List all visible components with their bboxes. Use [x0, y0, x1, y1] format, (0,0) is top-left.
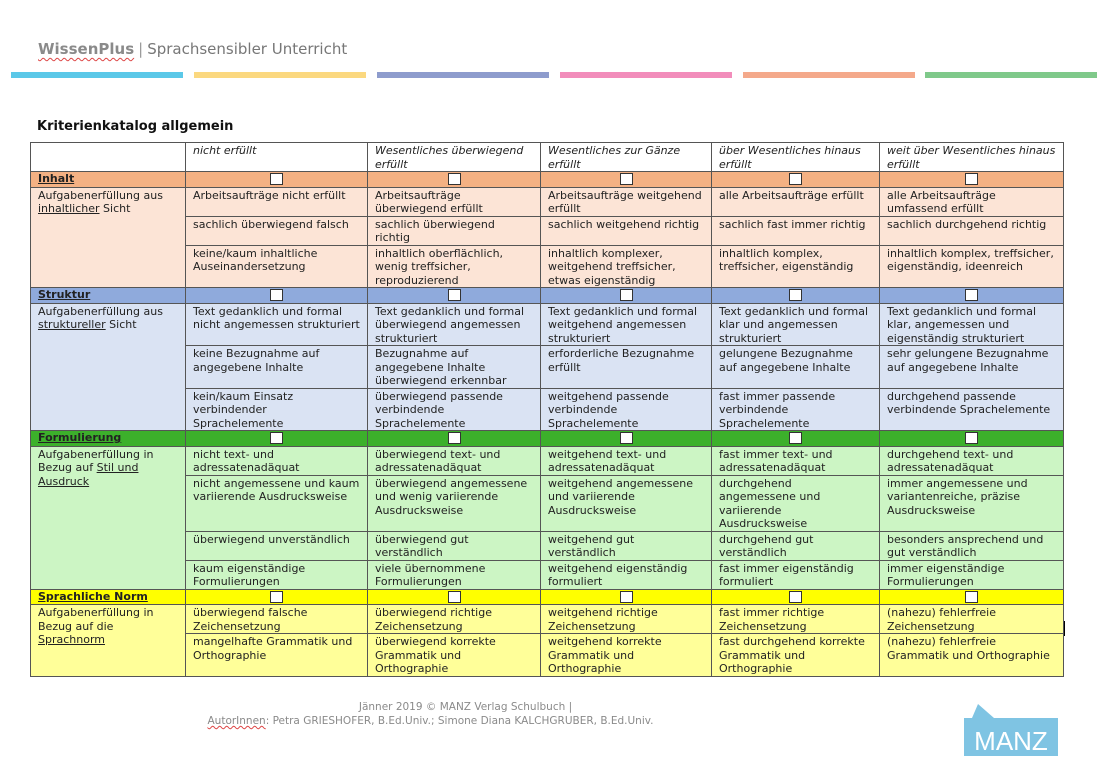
rating-checkbox[interactable]: [448, 173, 461, 185]
stripe-6: [925, 72, 1097, 78]
rating-checkbox-cell: [712, 288, 880, 304]
rating-checkbox-cell: [880, 172, 1064, 188]
table-row: [31, 560, 1064, 589]
aspect-text-end: Sicht: [99, 202, 131, 215]
criterion-cell: Text gedanklich und formal überwiegend angemessen strukturiert: [368, 303, 541, 346]
brand-subtitle: Sprachsensibler Unterricht: [147, 40, 348, 58]
brand-separator: |: [138, 40, 144, 58]
criterion-cell: durchgehend text- und adressatenadäquat: [880, 446, 1064, 475]
rating-checkbox-cell: [368, 172, 541, 188]
rating-checkbox[interactable]: [448, 289, 461, 301]
criterion-cell: überwiegend gut verständlich: [368, 531, 541, 560]
rating-checkbox-cell: [541, 589, 712, 605]
rating-checkbox-cell: [712, 589, 880, 605]
footer-date-publisher: Jänner 2019 © MANZ Verlag Schulbuch |: [358, 701, 573, 713]
aspect-cell: [31, 605, 186, 677]
rating-checkbox[interactable]: [270, 432, 283, 444]
rating-checkbox-cell: [368, 431, 541, 447]
aspect-text: Aufgabenerfüllung aus: [38, 304, 163, 318]
section-label: Sprachliche Norm: [31, 589, 186, 605]
criterion-cell: weitgehend angemessene und variierende Ausdrucksweise: [541, 475, 712, 531]
criterion-cell: gelungene Bezugnahme auf angegebene Inhalte: [712, 346, 880, 389]
stripe-5: [743, 72, 915, 78]
stripe-1: [11, 72, 183, 78]
rating-checkbox-cell: [186, 172, 368, 188]
criterion-cell: überwiegend passende verbindende Sprachelemente: [368, 388, 541, 431]
rating-checkbox[interactable]: [270, 289, 283, 301]
criterion-cell: alle Arbeitsaufträge erfüllt: [712, 187, 880, 216]
aspect-text: Aufgabenerfüllung in Bezug auf die: [38, 606, 154, 633]
aspect-text-end: Sicht: [105, 318, 137, 331]
criterion-cell: weitgehend passende verbindende Sprachelemente: [541, 388, 712, 431]
section-band-norm: [31, 589, 1064, 605]
rating-checkbox-cell: [186, 431, 368, 447]
rating-checkbox-cell: [880, 431, 1064, 447]
criterion-cell: Text gedanklich und formal klar, angemessen und eigenständig strukturiert: [880, 303, 1064, 346]
criterion-cell: nicht angemessene und kaum variierende Ausdrucksweise: [186, 475, 368, 531]
rating-checkbox-cell: [541, 431, 712, 447]
stripe-3: [377, 72, 549, 78]
criterion-cell: inhaltlich oberflächlich, wenig treffsicher, reproduzierend: [368, 245, 541, 288]
rating-checkbox-cell: [186, 288, 368, 304]
criterion-cell: kein/kaum Einsatz verbindender Sprachelemente: [186, 388, 368, 431]
criterion-cell: weitgehend eigenständig formuliert: [541, 560, 712, 589]
criterion-cell: weitgehend text- und adressatenadäquat: [541, 446, 712, 475]
criterion-cell: Bezugnahme auf angegebene Inhalte überwiegend erkennbar: [368, 346, 541, 389]
criterion-cell: (nahezu) fehlerfreie Zeichensetzung: [880, 605, 1064, 634]
logo-text: MANZ: [974, 726, 1048, 756]
criterion-cell: keine Bezugnahme auf angegebene Inhalte: [186, 346, 368, 389]
table-row: [31, 216, 1064, 245]
criterion-cell: fast immer richtige Zeichensetzung: [712, 605, 880, 634]
rating-checkbox[interactable]: [620, 591, 633, 603]
criterion-cell: Arbeitsaufträge weitgehend erfüllt: [541, 187, 712, 216]
rating-checkbox-cell: [880, 288, 1064, 304]
rating-checkbox[interactable]: [965, 289, 978, 301]
criterion-cell: kaum eigenständige Formulierungen: [186, 560, 368, 589]
rating-checkbox[interactable]: [270, 173, 283, 185]
table-row: [31, 245, 1064, 288]
criterion-cell: Text gedanklich und formal klar und angemessen strukturiert: [712, 303, 880, 346]
footer-authors-label: AutorInnen: [207, 715, 266, 727]
column-header: über Wesentliches hinaus erfüllt: [712, 143, 880, 172]
criterion-cell: Text gedanklich und formal nicht angemessen strukturiert: [186, 303, 368, 346]
rating-checkbox-cell: [541, 288, 712, 304]
rating-checkbox-cell: [186, 589, 368, 605]
section-label: Formulierung: [31, 431, 186, 447]
rating-checkbox[interactable]: [789, 591, 802, 603]
section-label: Struktur: [31, 288, 186, 304]
aspect-keyword: struktureller: [38, 318, 106, 331]
column-header: weit über Wesentliches hinaus erfüllt: [880, 143, 1064, 172]
criterion-cell: überwiegend korrekte Grammatik und Orthographie: [368, 634, 541, 677]
footer-authors-names: : Petra GRIESHOFER, B.Ed.Univ.; Simone Diana KALCHGRUBER, B.Ed.Univ.: [265, 715, 654, 727]
criterion-cell: weitgehend gut verständlich: [541, 531, 712, 560]
rating-checkbox[interactable]: [965, 173, 978, 185]
rating-checkbox-cell: [541, 172, 712, 188]
column-header: Wesentliches überwiegend erfüllt: [368, 143, 541, 172]
criterion-cell: durchgehend gut verständlich: [712, 531, 880, 560]
color-stripes: [11, 72, 1097, 78]
criterion-cell: alle Arbeitsaufträge umfassend erfüllt: [880, 187, 1064, 216]
criterion-cell: sachlich fast immer richtig: [712, 216, 880, 245]
rating-checkbox-cell: [368, 288, 541, 304]
column-header: nicht erfüllt: [186, 143, 368, 172]
aspect-cell: [31, 446, 186, 589]
criterion-cell: sachlich überwiegend richtig: [368, 216, 541, 245]
table-row: [31, 303, 1064, 346]
criterion-cell: fast immer text- und adressatenadäquat: [712, 446, 880, 475]
document-title: Kriterienkatalog allgemein: [37, 119, 234, 134]
brand-name: WissenPlus: [38, 40, 135, 58]
aspect-cell: [31, 187, 186, 288]
criterion-cell: weitgehend korrekte Grammatik und Orthographie: [541, 634, 712, 677]
criterion-cell: keine/kaum inhaltliche Auseinandersetzung: [186, 245, 368, 288]
rating-checkbox-cell: [712, 431, 880, 447]
rating-checkbox[interactable]: [448, 432, 461, 444]
table-header-row: [31, 143, 1064, 172]
table-row: [31, 634, 1064, 677]
rating-checkbox[interactable]: [789, 173, 802, 185]
criterion-cell: sehr gelungene Bezugnahme auf angegebene Inhalte: [880, 346, 1064, 389]
rating-checkbox[interactable]: [620, 432, 633, 444]
table-row: [31, 475, 1064, 531]
rating-checkbox[interactable]: [270, 591, 283, 603]
criterion-cell: mangelhafte Grammatik und Orthographie: [186, 634, 368, 677]
section-band-inhalt: [31, 172, 1064, 188]
aspect-keyword: Stil und Ausdruck: [38, 461, 139, 488]
criterion-cell: sachlich durchgehend richtig: [880, 216, 1064, 245]
criterion-cell: fast immer eigenständig formuliert: [712, 560, 880, 589]
stripe-4: [560, 72, 732, 78]
footer-authors: [0, 715, 981, 727]
criterion-cell: erforderliche Bezugnahme erfüllt: [541, 346, 712, 389]
criterion-cell: überwiegend richtige Zeichensetzung: [368, 605, 541, 634]
criterion-cell: weitgehend richtige Zeichensetzung: [541, 605, 712, 634]
aspect-text: Aufgabenerfüllung aus: [38, 188, 163, 202]
header-brand: [38, 40, 347, 58]
section-band-struktur: [31, 288, 1064, 304]
criterion-cell: überwiegend falsche Zeichensetzung: [186, 605, 368, 634]
criterion-cell: immer angemessene und variantenreiche, präzise Ausdrucksweise: [880, 475, 1064, 531]
rating-checkbox-cell: [368, 589, 541, 605]
aspect-cell: [31, 303, 186, 431]
text-cursor: [1064, 621, 1065, 636]
criterion-cell: (nahezu) fehlerfreie Grammatik und Orthographie: [880, 634, 1064, 677]
rating-checkbox-cell: [712, 172, 880, 188]
criterion-cell: überwiegend unverständlich: [186, 531, 368, 560]
section-band-form: [31, 431, 1064, 447]
manz-logo: [964, 704, 1058, 756]
aspect-keyword: Sprachnorm: [38, 633, 105, 646]
rating-checkbox[interactable]: [620, 173, 633, 185]
column-header: Wesentliches zur Gänze erfüllt: [541, 143, 712, 172]
table-row: [31, 531, 1064, 560]
aspect-text: Aufgabenerfüllung in Bezug auf: [38, 447, 154, 474]
rating-checkbox[interactable]: [620, 289, 633, 301]
criterion-cell: sachlich weitgehend richtig: [541, 216, 712, 245]
rating-checkbox[interactable]: [965, 591, 978, 603]
criterion-cell: durchgehend passende verbindende Sprachelemente: [880, 388, 1064, 431]
section-label: Inhalt: [31, 172, 186, 188]
criterion-cell: immer eigenständige Formulierungen: [880, 560, 1064, 589]
rating-checkbox[interactable]: [789, 432, 802, 444]
stripe-2: [194, 72, 366, 78]
criterion-cell: durchgehend angemessene und variierende Ausdrucksweise: [712, 475, 880, 531]
criterion-cell: inhaltlich komplex, treffsicher, eigenständig, ideenreich: [880, 245, 1064, 288]
aspect-keyword: inhaltlicher: [38, 202, 100, 215]
table-row: [31, 605, 1064, 634]
criterion-cell: Text gedanklich und formal weitgehend angemessen strukturiert: [541, 303, 712, 346]
criterion-cell: überwiegend text- und adressatenadäquat: [368, 446, 541, 475]
table-row: [31, 388, 1064, 431]
rating-checkbox[interactable]: [965, 432, 978, 444]
criterion-cell: nicht text- und adressatenadäquat: [186, 446, 368, 475]
criterion-cell: überwiegend angemessene und wenig variierende Ausdrucksweise: [368, 475, 541, 531]
table-row: [31, 187, 1064, 216]
rating-checkbox[interactable]: [448, 591, 461, 603]
criterion-cell: inhaltlich komplex, treffsicher, eigenständig: [712, 245, 880, 288]
criteria-table: [30, 142, 1064, 677]
criterion-cell: fast durchgehend korrekte Grammatik und Orthographie: [712, 634, 880, 677]
criterion-cell: viele übernommene Formulierungen: [368, 560, 541, 589]
rating-checkbox[interactable]: [789, 289, 802, 301]
table-row: [31, 346, 1064, 389]
criterion-cell: inhaltlich komplexer, weitgehend treffsicher, etwas eigenständig: [541, 245, 712, 288]
criterion-cell: fast immer passende verbindende Sprachelemente: [712, 388, 880, 431]
criterion-cell: Arbeitsaufträge nicht erfüllt: [186, 187, 368, 216]
criterion-cell: besonders ansprechend und gut verständlich: [880, 531, 1064, 560]
criterion-cell: sachlich überwiegend falsch: [186, 216, 368, 245]
rating-checkbox-cell: [880, 589, 1064, 605]
table-row: [31, 446, 1064, 475]
criterion-cell: Arbeitsaufträge überwiegend erfüllt: [368, 187, 541, 216]
column-header: [31, 143, 186, 172]
